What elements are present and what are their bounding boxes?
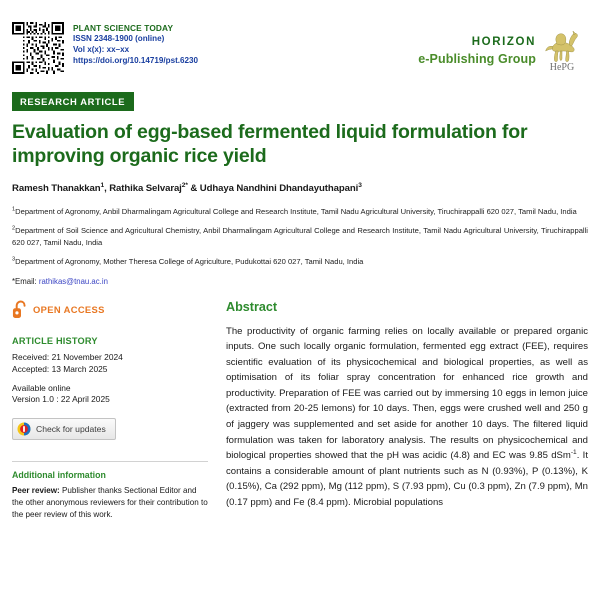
affiliation-item [12,225,588,248]
affiliation-list [12,206,588,268]
journal-name: PLANT SCIENCE TODAY [73,23,174,33]
check-for-updates-label: Check for updates [36,424,106,435]
open-lock-icon [12,300,27,319]
affiliation-item [12,256,588,268]
article-type-row [12,92,588,111]
version-date: Version 1.0 : 22 April 2025 [12,394,110,405]
masthead-left [12,22,198,74]
publisher-branding [418,22,588,72]
metadata-sidebar [12,300,208,521]
additional-information-heading: Additional information [12,470,106,481]
affiliation-text: Department of Agronomy, Anbil Dharmalingam Agricultural College and Research Institute, Tamil Nadu Agricultural University, Tiruchirappalli 620 027, Tamil Nadu, India [15,206,577,216]
open-access-block [12,300,208,319]
publisher-logo-caption: HePG [549,62,575,72]
open-access-label: OPEN ACCESS [33,303,105,315]
email-label: *Email: [12,276,37,286]
abstract-part-1: The productivity of organic farming relies on locally available or prepared organic inputs. One such locally organic formulation, fermented egg extract (FEE), requires scientific evaluation of its physicochemical and biological properties, as well as optimisation of its foliar spray concentration for enhanced rice growth and productivity. Preparation of FEE was carried out by immersing 10 eggs in lemon juice (extracted from 20-25 lemons) for 10 days. Then, eggs were crushed well and 250 g of jaggery was supplemented and set aside for another 10 days. The filtered liquid formulation was taken for laboratory analysis. The results on physicochemical and biological properties showed that the pH was acidic (4.8) and EC was 9.85 dSm [226,325,588,462]
peer-review-note [12,485,208,520]
spacer [12,376,208,383]
page-title: Evaluation of egg-based fermented liquid formulation for improving organic rice yield [12,121,528,167]
research-article-badge: RESEARCH ARTICLE [12,92,134,111]
publisher-line-2: e-Publishing Group [418,52,536,67]
accepted-date: Accepted: 13 March 2025 [12,363,108,374]
affiliation-marker: 2 [12,225,16,232]
journal-meta [73,22,198,66]
peer-review-label: Peer review: [12,486,60,496]
additional-information-block [12,461,208,520]
email-address-link[interactable]: rathikas@tnau.ac.in [38,276,108,286]
corresponding-email [12,277,588,286]
check-for-updates-button[interactable] [12,418,116,440]
abstract-superscript: -1 [570,448,577,456]
publisher-line-1: HORIZON [471,35,536,48]
masthead [12,0,588,84]
affiliation-text: Department of Agronomy, Mother Theresa College of Agriculture, Pudukottai 620 027, Tamil Nadu, India [15,257,364,267]
abstract-part-2: . It contains a considerable amount of plant nutrients such as N (0.93%), P (0.13%), K (0.15%), Ca (292 ppm), Mg (112 ppm), S (7.93 ppm), Cu (0.3 ppm), Zn (7.9 ppm), Mn (0.17 ppm) and Fe (8.4 ppm). Microbial populations [226,450,588,508]
peer-review-text: Publisher thanks Sectional Editor and the other anonymous reviewers for their contribution to the peer review of this work. [12,486,208,519]
two-column-body [12,300,588,521]
crossmark-icon [17,422,31,436]
journal-doi-link[interactable]: https://doi.org/10.14719/pst.6230 [73,55,199,65]
abstract-text [226,324,588,511]
received-date: Received: 21 November 2024 [12,351,123,362]
affiliation-marker: 1 [12,206,16,213]
affiliation-marker: 3 [12,256,16,263]
author-list: Ramesh Thanakkan$^1$, Rathika Selvaraj$^{2*}$ & Udhaya Nandhini Dhandayuthapani$^3$ [12,181,362,194]
abstract-column [226,300,588,521]
publisher-name [418,34,536,69]
available-online-label: Available online [12,382,71,393]
pegasus-logo-icon [542,30,582,72]
affiliation-item [12,206,588,218]
article-history-heading: ARTICLE HISTORY [12,335,98,346]
journal-issn: ISSN 2348-1900 (online) [73,34,165,44]
abstract-heading: Abstract [226,299,278,314]
journal-volume: Vol x(x): xx–xx [73,44,130,54]
article-history-block [12,336,208,407]
qr-code-icon [12,22,64,74]
affiliation-text: Department of Soil Science and Agricultural Chemistry, Anbil Dharmalingam Agricultural College and Research Institute, Tamil Nadu Agricultural University, Tiruchirappalli 620 027, Tamil Nadu, India [12,226,588,247]
